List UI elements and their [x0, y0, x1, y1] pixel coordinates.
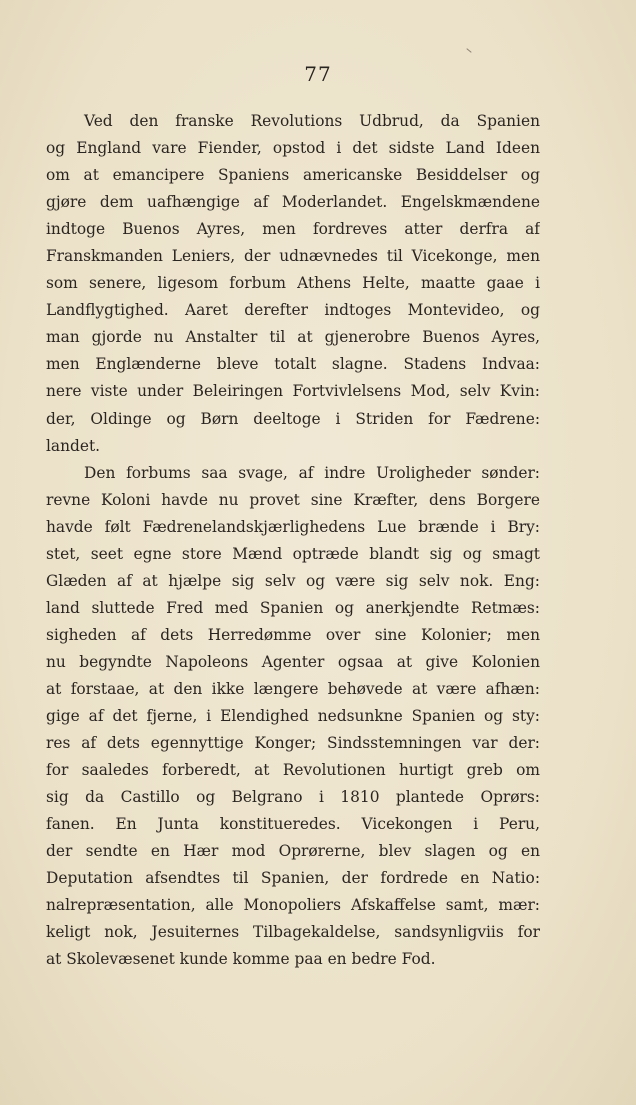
- text-line: der sendte en Hær mod Oprørerne, blev slagen og en: [46, 842, 540, 861]
- text-line: gige af det fjerne, i Elendighed nedsunkne Spanien og sty:: [46, 707, 540, 726]
- text-body: [46, 108, 540, 974]
- text-line: landet.: [46, 436, 101, 455]
- text-line: Ved den franske Revolutions Udbrud, da Spanien: [84, 112, 540, 130]
- text-line: Deputation afsendtes til Spanien, der fordrede en Natio:: [46, 869, 540, 888]
- text-line: sig da Castillo og Belgrano i 1810 plantede Oprørs:: [46, 788, 540, 807]
- text-line: at forstaae, at den ikke længere behøvede at være afhæn:: [46, 679, 540, 698]
- text-line: revne Koloni havde nu provet sine Kræfter, dens Borgere: [46, 490, 540, 509]
- text-line: Glæden af at hjælpe sig selv og være sig selv nok. Eng:: [46, 571, 540, 590]
- text-line: keligt nok, Jesuiternes Tilbagekaldelse, sandsynligviis for: [46, 923, 540, 942]
- text-line: sigheden af dets Herredømme over sine Kolonier; men: [46, 625, 540, 644]
- text-line: Den forbums saa svage, af indre Uroligheder sønder:: [84, 463, 540, 482]
- text-line: nalrepræsentation, alle Monopoliers Afskaffelse samt, mær:: [46, 896, 540, 915]
- text-line: stet, seet egne store Mænd optræde blandt sig og smagt: [46, 544, 540, 563]
- text-line: gjøre dem uafhængige af Moderlandet. Engelskmændene: [46, 193, 540, 212]
- text-line: der, Oldinge og Børn deeltoge i Striden for Fædrene:: [46, 409, 540, 428]
- text-line: at Skolevæsenet kunde komme paa en bedre Fod.: [46, 950, 436, 969]
- text-line: og England vare Fiender, opstod i det sidste Land Ideen: [46, 139, 540, 158]
- text-line: Landflygtighed. Aaret derefter indtoges Montevideo, og: [46, 301, 540, 320]
- text-line: om at emancipere Spaniens americanske Besiddelser og: [46, 166, 540, 185]
- paragraph-1: [46, 108, 540, 460]
- text-line: som senere, ligesom forbum Athens Helte, maatte gaae i: [46, 274, 540, 293]
- text-line: res af dets egennyttige Konger; Sindsstemningen var der:: [46, 734, 540, 753]
- page-mark: [466, 48, 471, 53]
- text-line: land sluttede Fred med Spanien og anerkjendte Retmæs:: [46, 598, 540, 617]
- text-line: fanen. En Junta konstitueredes. Vicekongen i Peru,: [46, 815, 540, 834]
- text-line: men Englænderne bleve totalt slagne. Stadens Indvaa:: [46, 355, 540, 374]
- text-line: havde følt Fædrenelandskjærlighedens Lue brænde i Bry:: [46, 517, 540, 536]
- paragraph-2: [46, 460, 540, 974]
- text-line: indtoge Buenos Ayres, men fordreves atter derfra af: [46, 220, 540, 239]
- text-line: Franskmanden Leniers, der udnævnedes til Vicekonge, men: [46, 247, 540, 266]
- text-line: nere viste under Beleiringen Fortvivlelsens Mod, selv Kvin:: [46, 382, 540, 401]
- text-line: for saaledes forberedt, at Revolutionen hurtigt greb om: [46, 761, 540, 780]
- text-line: man gjorde nu Anstalter til at gjenerobre Buenos Ayres,: [46, 328, 540, 347]
- page-number: 77: [304, 62, 332, 86]
- text-line: nu begyndte Napoleons Agenter ogsaa at give Kolonien: [46, 652, 540, 671]
